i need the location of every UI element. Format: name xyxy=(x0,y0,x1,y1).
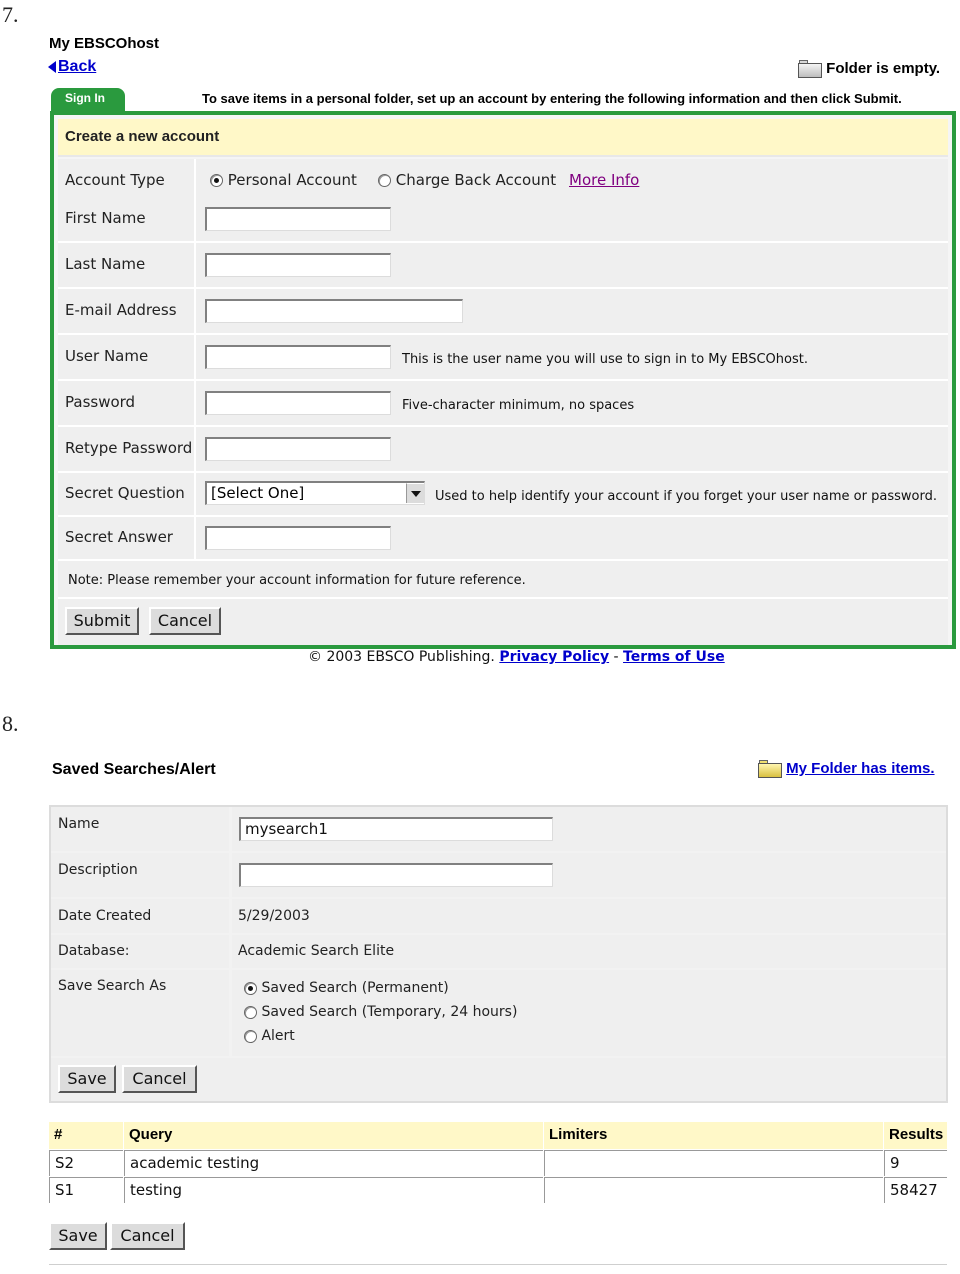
name-label: Name xyxy=(58,816,100,832)
last-name-row xyxy=(58,243,948,289)
option-saved-search-temporary[interactable] xyxy=(244,1004,517,1020)
my-folder-link-label: My Folder has items. xyxy=(786,760,935,777)
table-cell xyxy=(544,1150,883,1176)
first-name-label: First Name xyxy=(65,209,146,227)
table-cell: academic testing xyxy=(124,1150,543,1176)
cancel-button[interactable]: Cancel xyxy=(149,607,221,635)
database-value-cell xyxy=(232,935,946,968)
secret-question-select[interactable] xyxy=(205,481,425,505)
description-label: Description xyxy=(58,862,138,878)
email-row xyxy=(58,289,948,335)
email-input[interactable] xyxy=(205,299,463,323)
more-info-link[interactable]: More Info xyxy=(569,171,640,189)
option-saved-search-permanent[interactable] xyxy=(244,980,449,996)
bottom-save-button[interactable]: Save xyxy=(49,1222,107,1250)
create-account-panel xyxy=(50,111,956,649)
password-label: Password xyxy=(65,393,136,411)
footer-copyright: © 2003 EBSCO Publishing. xyxy=(308,649,495,665)
secret-question-row xyxy=(58,473,948,517)
form-buttons-row xyxy=(58,599,948,645)
save-search-as-label-cell xyxy=(51,970,229,1056)
footer-separator: - xyxy=(613,649,619,665)
alert-radio[interactable] xyxy=(244,1030,257,1043)
tab-sign-in[interactable] xyxy=(51,88,125,112)
bottom-divider xyxy=(49,1264,947,1265)
saved-search-permanent-label: Saved Search (Permanent) xyxy=(261,980,449,996)
my-folder-link[interactable] xyxy=(758,760,935,778)
back-arrow-icon xyxy=(48,61,56,73)
secret-question-label: Secret Question xyxy=(65,484,185,502)
alert-label: Alert xyxy=(261,1028,295,1044)
description-label-cell xyxy=(51,853,229,897)
email-label: E-mail Address xyxy=(65,301,177,319)
table-cell: testing xyxy=(124,1177,543,1203)
password-row xyxy=(58,381,948,427)
date-created-value: 5/29/2003 xyxy=(238,908,310,924)
saved-search-permanent-radio[interactable] xyxy=(244,982,257,995)
password-input[interactable] xyxy=(205,391,391,415)
saved-search-temporary-radio[interactable] xyxy=(244,1006,257,1019)
username-input[interactable] xyxy=(205,345,391,369)
table-cell xyxy=(544,1177,883,1203)
table-cell: 58427 xyxy=(884,1177,947,1203)
date-created-value-cell xyxy=(232,899,946,933)
description-input[interactable] xyxy=(239,863,553,887)
secret-answer-label: Secret Answer xyxy=(65,528,173,546)
first-name-row xyxy=(58,197,948,243)
personal-account-radio[interactable] xyxy=(210,174,223,187)
date-created-label-cell xyxy=(51,899,229,933)
back-link[interactable] xyxy=(48,58,96,76)
username-row xyxy=(58,335,948,381)
col-header-limiters: Limiters xyxy=(544,1122,883,1149)
tab-sign-in-label: Sign In xyxy=(65,91,105,105)
personal-account-label: Personal Account xyxy=(227,171,357,189)
secret-answer-input[interactable] xyxy=(205,526,391,550)
save-form-buttons-cell xyxy=(51,1058,946,1101)
charge-back-account-radio[interactable] xyxy=(378,174,391,187)
saved-search-temporary-label: Saved Search (Temporary, 24 hours) xyxy=(261,1004,518,1020)
footer xyxy=(308,649,725,665)
note-row xyxy=(58,561,948,599)
last-name-label: Last Name xyxy=(65,255,146,273)
chevron-down-icon[interactable] xyxy=(406,483,424,503)
my-ebscohost-title: My EBSCOhost xyxy=(49,35,160,52)
table-cell: 9 xyxy=(884,1150,947,1176)
saved-search-form xyxy=(49,805,948,1103)
saved-searches-title: Saved Searches/Alert xyxy=(52,761,216,778)
save-button[interactable]: Save xyxy=(58,1065,116,1093)
secret-question-hint: Used to help identify your account if you forget your user name or password. xyxy=(435,489,937,504)
note-text: Note: Please remember your account information for future reference. xyxy=(68,573,526,588)
retype-password-row xyxy=(58,427,948,473)
retype-password-label: Retype Password xyxy=(65,439,193,457)
username-label: User Name xyxy=(65,347,149,365)
create-account-header xyxy=(58,119,948,157)
description-value-cell xyxy=(232,853,946,897)
secret-question-value: [Select One] xyxy=(211,484,305,502)
cancel-button-8[interactable]: Cancel xyxy=(122,1065,197,1093)
secret-answer-row xyxy=(58,517,948,561)
submit-button[interactable]: Submit xyxy=(65,607,139,635)
col-header-query: Query xyxy=(124,1122,543,1149)
username-hint: This is the user name you will use to sign in to My EBSCOhost. xyxy=(402,352,808,367)
database-label-cell xyxy=(51,935,229,968)
name-input[interactable]: mysearch1 xyxy=(239,817,553,841)
save-search-as-options-cell xyxy=(232,970,946,1056)
col-header-number: # xyxy=(49,1122,123,1149)
charge-back-account-option[interactable] xyxy=(378,171,556,189)
col-header-results: Results xyxy=(884,1122,947,1149)
folder-status-label: Folder is empty. xyxy=(826,60,941,77)
privacy-policy-link[interactable]: Privacy Policy xyxy=(499,649,610,665)
save-search-as-label: Save Search As xyxy=(58,978,167,994)
database-label: Database: xyxy=(58,943,130,959)
table-cell: S1 xyxy=(49,1177,123,1203)
instruction-text: To save items in a personal folder, set up an account by entering the following information and then click Submit. xyxy=(202,91,902,106)
section-number-8: 8. xyxy=(2,711,19,736)
last-name-input[interactable] xyxy=(205,253,391,277)
folder-with-items-icon xyxy=(758,760,782,778)
folder-icon xyxy=(798,60,822,78)
folder-status[interactable] xyxy=(798,60,940,78)
table-cell: S2 xyxy=(49,1150,123,1176)
retype-password-input[interactable] xyxy=(205,437,391,461)
password-hint: Five-character minimum, no spaces xyxy=(402,398,635,413)
option-alert[interactable] xyxy=(244,1028,295,1044)
name-value-cell xyxy=(232,807,946,851)
personal-account-option[interactable] xyxy=(210,171,357,189)
first-name-input[interactable] xyxy=(205,207,391,231)
back-link-label: Back xyxy=(58,58,97,75)
name-label-cell xyxy=(51,807,229,851)
date-created-label: Date Created xyxy=(58,908,152,924)
create-account-title: Create a new account xyxy=(65,128,220,145)
account-type-label: Account Type xyxy=(65,171,165,189)
section-number-7: 7. xyxy=(2,2,19,27)
charge-back-account-label: Charge Back Account xyxy=(395,171,557,189)
database-value: Academic Search Elite xyxy=(238,943,395,959)
terms-of-use-link[interactable]: Terms of Use xyxy=(623,649,725,665)
search-history-table xyxy=(49,1122,947,1204)
bottom-cancel-button[interactable]: Cancel xyxy=(110,1222,185,1250)
